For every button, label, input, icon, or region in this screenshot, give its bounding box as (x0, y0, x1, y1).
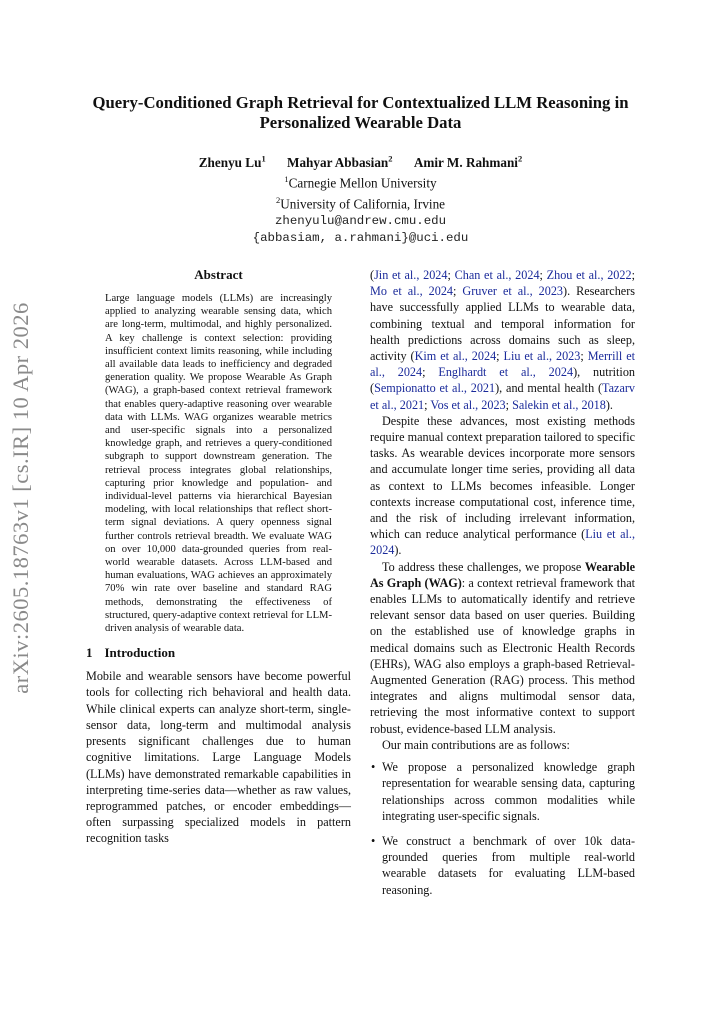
intro-paragraph-1: Mobile and wearable sensors have become powerful tools for collecting rich behavioral and health data. While clinical experts can analyze short-term, single-sensor data, long-term and multimodal analysis presents significant challenges due to human cognitive limitations. Large Language Models (LLMs) have demonstrated remarkable capabilities in interpreting time-series data—whether as raw values, reprogrammed patches, or encoder embeddings—often surpassing specialized models in pattern recognition tasks (86, 669, 351, 846)
bullet-icon: • (371, 760, 376, 775)
citation-link[interactable]: Zhou et al., 2022 (546, 268, 632, 282)
abstract-text: Large language models (LLMs) are increasingly applied to analyzing wearable sensing data, which are long-term, multimodal, and highly personalized. A key challenge is context selection: providing insufficient context limits reasoning, while including all available data leads to inefficiency and degraded generation quality. We propose Wearable As Graph (WAG), a graph-based context retrieval framework that enables query-adaptive reasoning over wearable data with LLMs. WAG organizes wearable metrics and user-specific signals into a personalized knowledge graph, and retrieves a query-conditioned subgraph to support downstream generation. The retrieval process integrates global relationships, capturing prior knowledge and population- and individual-level patterns via hierarchical Bayesian modeling, with local relationships that reflect short-term signal deviations. A query openness signal further controls retrieval breadth. We evaluate WAG on over 10,000 data-grounded queries from real-world wearable datasets. Across LLM-based and human evaluations, WAG achieves an approximately 70% win rate over baseline and standard RAG methods, demonstrating the effectiveness of structured, query-adaptive context retrieval for LLM-driven analysis of wearable data. (105, 293, 332, 635)
author-1: Zhenyu Lu$^1$ (198, 154, 266, 171)
author-list (86, 151, 635, 171)
citation-link[interactable]: Mo et al., 2024 (370, 284, 454, 299)
section-number: 1 (86, 645, 93, 661)
citation-link[interactable]: Kim et al., 2024 (414, 349, 497, 364)
citation-link[interactable]: Jin et al., 2024 (374, 268, 448, 282)
contribution-item: • We propose a personalized knowledge graph representation for wearable sensing data, capturing relationships across common modalities while integrating user-specific signals. (371, 760, 635, 823)
email-1: zhenyulu@andrew.cmu.edu (274, 214, 447, 229)
section-title: Introduction (104, 645, 176, 661)
affiliation-1: $^1$Carnegie Mellon University (284, 174, 437, 191)
paper-header (86, 93, 635, 247)
left-column (86, 267, 351, 847)
intro-paragraph-2: Despite these advances, most existing methods require manual context preparation tailored to specific tasks. As wearable devices incorporate more sensors and accumulate longer time series, providing all data as context to LLMs becomes infeasible. Longer contexts increase computational cost, inference time, and the risk of including irrelevant information, which can reduce analytical performance (Liu et al., 2024). (370, 413, 636, 558)
intro-paragraph-3: To address these challenges, we propose Wearable As Graph (WAG): a context retrieval framework that enables LLMs to automatically identify and retrieve relevant sensor data based on user queries. Building on the established use of knowledge graphs in medical domains such as Electronic Health Records (EHRs), WAG also employs a graph-based Retrieval-Augmented Generation (RAG) process. This method integrates and aligns multimodal sensor data, retrieving the most informative context to support robust, evidence-based LLM analysis. (370, 559, 636, 736)
citation-link[interactable]: Englhardt et al., 2024 (438, 365, 574, 380)
citation-link[interactable]: Gruver et al., 2023 (462, 284, 564, 299)
bullet-icon: • (371, 833, 376, 848)
citation-link[interactable]: Sempionatto et al., 2021 (374, 381, 496, 396)
author-3: Amir M. Rahmani$^2$ (413, 154, 523, 171)
right-column (370, 267, 635, 907)
intro-paragraph-1-continued: (Jin et al., 2024; Chan et al., 2024; Zhou et al., 2022; Mo et al., 2024; Gruver et al., 2023). Researchers have successfully applied LLMs to wearable data, combining textual and temporal information for health predictions across domains such as sleep, activity (Kim et al., 2024; Liu et al., 2023; Merrill et al., 2024; Englhardt et al., 2024), nutrition (Sempionatto et al., 2021), and mental health (Tazarv et al., 2021; Vos et al., 2023; Salekin et al., 2018). (370, 268, 636, 412)
arxiv-id[interactable]: arXiv:2605.18763v1 [cs.IR] 10 Apr 2026 (8, 302, 33, 694)
paper-title: Query-Conditioned Graph Retrieval for Contextualized LLM Reasoning in Personalized Wearable Data (92, 93, 629, 132)
intro-paragraph-4: Our main contributions are as follows: (382, 737, 570, 752)
author-2: Mahyar Abbasian$^2$ (287, 154, 393, 171)
citation-link[interactable]: Chan et al., 2024 (454, 268, 540, 282)
abstract-heading: Abstract (194, 267, 243, 282)
citation-link[interactable]: Liu et al., 2024 (370, 527, 636, 558)
citation-link[interactable]: Merrill et al., 2024 (370, 349, 635, 380)
email-2: {abbasiam, a.rahmani}@uci.edu (252, 231, 469, 246)
citation-link[interactable]: Liu et al., 2023 (503, 349, 581, 364)
citation-link[interactable]: Tazarv et al., 2021 (370, 381, 636, 412)
citation-link[interactable]: Vos et al., 2023 (430, 397, 506, 412)
contribution-item: • We construct a benchmark of over 10k data-grounded queries from multiple real-world wearable datasets for evaluating LLM-based reasoning. (371, 833, 635, 897)
section-heading-introduction (86, 645, 351, 661)
citation-link[interactable]: Salekin et al., 2018 (512, 397, 606, 412)
affiliation-2: $^2$University of California, Irvine (275, 195, 446, 212)
method-name: Wearable As Graph (WAG) (370, 559, 636, 590)
contribution-list (370, 759, 635, 898)
